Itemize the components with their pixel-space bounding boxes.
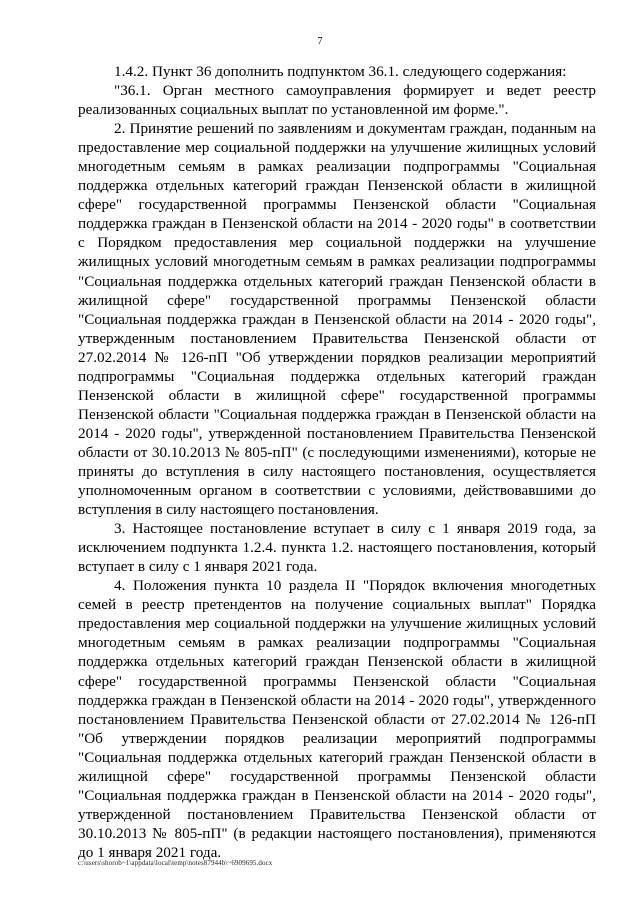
paragraph-1-4-2: 1.4.2. Пункт 36 дополнить подпунктом 36.1. следующего содержания: [114,63,567,80]
page-number: 7 [317,36,323,47]
paragraph-36-1-quote: "36.1. Орган местного самоуправления формирует и ведет реестр реализованных социальных выплат по установленной им форме.". [78,82,596,119]
paragraph-2: 2. Принятие решений по заявлениям и документам граждан, поданным на предоставление мер социальной поддержки на улучшение жилищных условий многодетным семьям в рамках реализации подпрограммы "Социальная поддержка отдельных категорий граждан Пензенской области в жилищной сфере" государственной программы Пензенской области "Социальная поддержка граждан в Пензенской области на 2014 - 2020 годы" в соответствии с Порядком предоставления мер социальной поддержки на улучшение жилищных условий многодетным семьям в рамках реализации подпрограммы "Социальная поддержка отдельных категорий граждан Пензенской области в жилищной сфере" государственной программы Пензенской области "Социальная поддержка граждан в Пензенской области на 2014 - 2020 годы", утвержденным постановлением Правительства Пензенской области от 27.02.2014 № 126-пП "Об утверждении порядков реализации мероприятий подпрограммы "Социальная поддержка отдельных категорий граждан Пензенской области в жилищной сфере" государственной программы Пензенской области "Социальная поддержка граждан в Пензенской области на 2014 - 2020 годы", утвержденной постановлением Правительства Пензенской области от 30.10.2013 № 805-пП" (с последующими изменениями), которые не приняты до вступления в силу настоящего постановления, осуществляется уполномоченным органом в соответствии с условиями, действовавшими до вступления в силу настоящего постановления. [78,120,596,519]
footer-file-path: c:\users\shorob~1\appdata\local\temp\notes87944b\~6909695.docx [78,859,273,867]
paragraph-3: 3. Настоящее постановление вступает в силу с 1 января 2019 года, за исключением подпункта 1.2.4. пункта 1.2. настоящего постановления, который вступает в силу с 1 января 2021 года. [78,520,596,576]
paragraph-4: 4. Положения пункта 10 раздела II "Порядок включения многодетных семей в реестр претендентов на получение социальных выплат" Порядка предоставления мер социальной поддержки на улучшение жилищных условий многодетным семьям в рамках реализации подпрограммы "Социальная поддержка отдельных категорий граждан Пензенской области в жилищной сфере" государственной программы Пензенской области "Социальная поддержка граждан в Пензенской области на 2014 - 2020 годы", утвержденного постановлением Правительства Пензенской области от 27.02.2014 № 126-пП "Об утверждении порядков реализации мероприятий подпрограммы "Социальная поддержка отдельных категорий граждан Пензенской области в жилищной сфере" государственной программы Пензенской области "Социальная поддержка граждан в Пензенской области на 2014 - 2020 годы", утвержденной постановлением Правительства Пензенской области от 30.10.2013 № 805-пП" (в редакции настоящего постановления), применяются до 1 января 2021 года. [78,577,596,861]
document-body [78,62,596,862]
